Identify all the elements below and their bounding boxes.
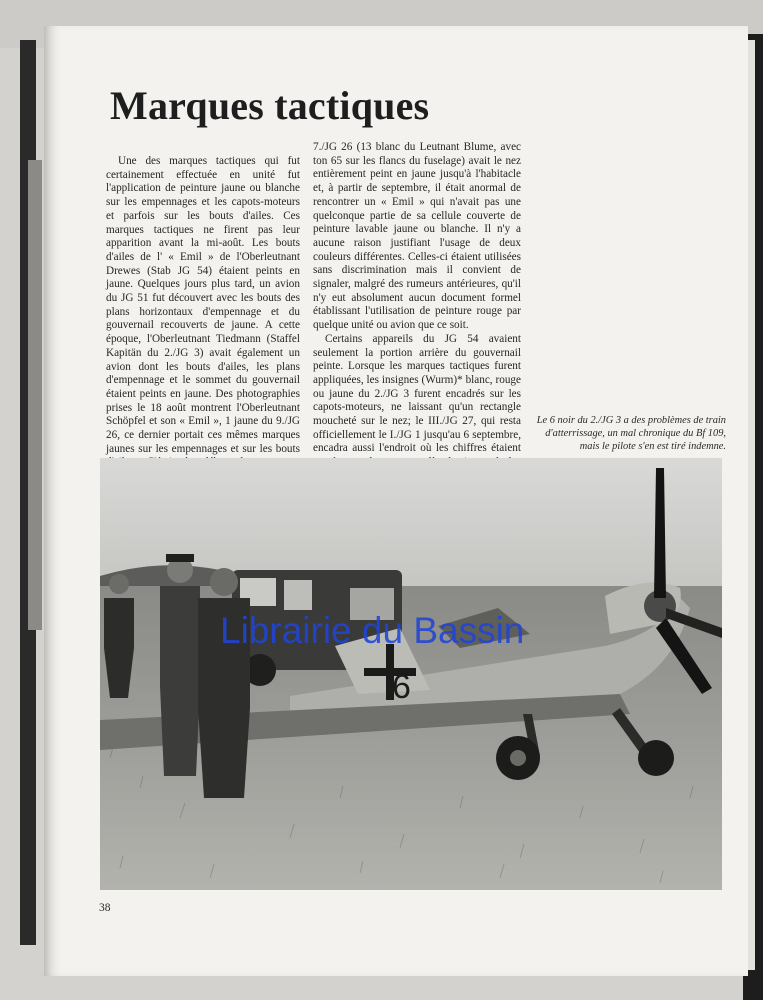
- text-column-1: Une des marques tactiques qui fut certainement effectuée en unité fut l'application de peinture jaune ou blanche sur les empennages et les capots-moteurs et parfois sur les bouts d'ailes. Ces marques tactiques ne firent pas leur apparition avant la mi-août. Les bouts d'ailes de l' « Emil » de l'Oberleutnant Drewes (Stab JG 54) étaient peints en jaune. Quelques jours plus tard, un avion du JG 51 fut découvert avec les bouts des plans horizontaux d'empennage et du gouvernail recouverts de jaune. A cette époque, l'Oberleutnant Tiedmann (Staffel Kapitän du 2./JG 3) avait également un avion dont les bouts d'ailes, les plans d'empennage et le sommet du gouvernail étaient peints en jaune. Des photographies prises le 18 août montrent l'Oberleutnant Schöpfel et son « Emil », 1 jaune du 9./JG 26, ce dernier portait ces mêmes marques jaunes sur les empennages et sur les bouts: [106, 155, 300, 455]
- column-2-paragraph-1: 7./JG 26 (13 blanc du Leutnant Blume, avec ton 65 sur les flancs du fuselage) avait le nez entièrement peint en jaune jusqu'à l'habitacle et, à partir de septembre, il était anormal de rencontrer un « Emil » qui n'avait pas une quelconque partie de sa cellule couverte de peinture lavable jaune ou blanche. Il n'y a aucune raison justifiant l'usage de deux couleurs différentes. Celles-ci étaient utilisées sans discrimination mais il convient de signaler, malgré des rumeurs antérieures, qu'il n'y eut absolument aucun document formel établissant l'utilisation de peinture rouge par quelque unité ou avion que ce soit.: [313, 141, 521, 332]
- book-spine-shadow: [28, 160, 42, 630]
- page-title: Marques tactiques: [110, 83, 430, 128]
- fuselage-number: 6: [392, 668, 411, 706]
- photograph-messerschmitt: [100, 458, 722, 890]
- column-2-paragraph-2: Certains appareils du JG 54 avaient seulement la portion arrière du gouvernail peinte. Lorsque les marques tactiques furent appliquées, les insignes (Wurm)* blanc, rouge ou jaune du 2./JG 3 furent encadrés sur les capots-moteurs, ne laissant qu'un rectangle moucheté sur le nez; le III./JG 27, qui resta officiellement le I./JG 1 jusqu'au 6 septembre, encadra aussi l'endroit où les chiffres étaient: [313, 332, 521, 455]
- photo-illustration: [100, 458, 722, 890]
- watermark-text: Librairie du Bassin: [220, 610, 525, 651]
- page-number: 38: [99, 902, 111, 914]
- photo-caption: Le 6 noir du 2./JG 3 a des problèmes de train d'atterrissage, un mal chronique du Bf 109, mais le pilote s'en est tiré indemne.: [536, 415, 726, 453]
